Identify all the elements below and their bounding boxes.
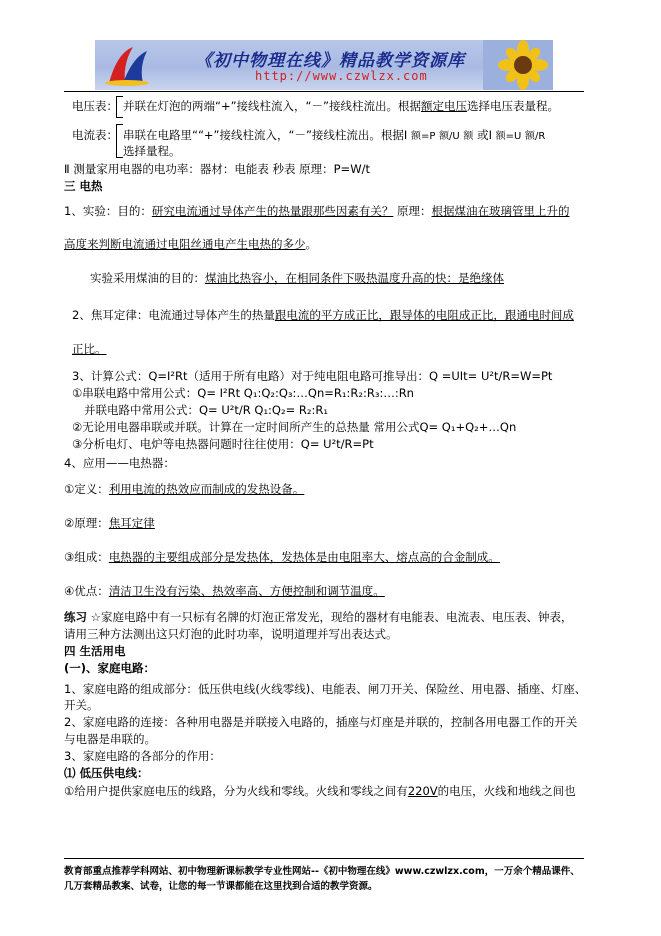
underlined-text: 正比。: [72, 342, 107, 356]
text-line: [72, 341, 107, 357]
footer-line: 教育部重点推荐学科网站、初中物理新课标教学专业性网站--《初中物理在线》www.czwlzx.com，一万余个精品课件、: [64, 866, 580, 877]
text-line: Ⅱ 测量家用电器的电功率：器材：电能表 秒表 原理：P=W/t: [64, 162, 370, 176]
text-line: 4、应用——电热器：: [64, 456, 175, 470]
text: ☆家庭电路中有一只标有名牌的灯泡正常发光，现给的器材有电能表、电流表、电压表、钟表，: [90, 610, 573, 624]
text: 串联在电路里““+”接线柱流入，“－”接线柱流出。根据I: [123, 128, 408, 142]
text-line: [123, 98, 559, 114]
label: 电流表：: [72, 128, 118, 142]
header-rule: [64, 91, 584, 92]
text-line: 并联电路中常用公式：Q= U²t/R Q₁:Q₂= R₂:R₁: [84, 403, 328, 417]
text: 或I: [477, 128, 492, 142]
text-line: 3、计算公式：Q=I²Rt（适用于所有电路）对于纯电阻电路可推导出：Q =UIt= U²t/R=W=Pt: [72, 369, 553, 383]
logo-icon: [103, 43, 151, 87]
section-heading: 三 电热: [64, 179, 103, 193]
text-line: ③分析电灯、电炉等电热器问题时往往使用：Q= U²t/R=Pt: [72, 437, 374, 451]
text: 2、焦耳定律：电流通过导体产生的热量: [72, 308, 275, 322]
brace-icon: [116, 96, 123, 118]
banner-title: 《初中物理在线》精品教学资源库: [195, 51, 465, 71]
formula: 额=U: [495, 131, 522, 142]
text-line: [64, 203, 569, 219]
underlined-text: 跟电流的平方成正比，跟导体的电阻成正比，跟通电时间成: [274, 308, 574, 322]
text-line: 选择量程。: [123, 144, 181, 158]
formula: 额=P: [410, 131, 436, 142]
sunflower-icon: [483, 40, 553, 90]
text: 实验采用煤油的目的：: [90, 271, 205, 285]
text-line: 1、家庭电路的组成部分：低压供电线(火线零线)、电能表、闸刀开关、保险丝、用电器、插座、灯座、: [64, 682, 587, 696]
header-banner: [95, 40, 553, 90]
subsection-heading: (一)、家庭电路：: [64, 661, 156, 675]
text-line: 3、家庭电路的各部分的作用：: [64, 749, 221, 763]
underlined-text: 煤油比热容小，在相同条件下吸热温度升高的快：是绝缘体: [205, 271, 504, 285]
text: 并联在灯泡的两端“+”接线柱流入，“－”接线柱流出。根据: [123, 99, 421, 113]
text-line: [72, 98, 118, 114]
section-heading: 四 生活用电: [64, 644, 126, 658]
text-line: ②无论用电器串联或并联。计算在一定时间所产生的总热量 常用公式Q= Q₁+Q₂+…Qn: [72, 420, 517, 434]
text-line: 开关。: [64, 698, 99, 712]
text: 。: [305, 237, 317, 251]
text: 原理：: [393, 204, 432, 218]
footer-line: 几万套精品教案、试卷，让您的每一节课都能在这里找到合适的教学资源。: [64, 881, 378, 892]
footer-rule: [64, 858, 584, 859]
underlined-text: 220V: [407, 784, 438, 798]
text: ③组成：: [64, 550, 109, 564]
exercise-label: 练习: [64, 610, 87, 624]
formula: 额/R: [525, 131, 546, 142]
text-line: [123, 127, 545, 145]
underlined-text: 研究电流通过导体产生的热量跟那些因素有关？: [151, 204, 394, 218]
text: ①给用户提供家庭电压的线路，分为火线和零线。火线和零线之间有: [64, 784, 408, 798]
text-line: [64, 783, 576, 799]
footer: [64, 864, 604, 894]
underlined-text: 利用电流的热效应而制成的发热设备。: [108, 482, 305, 496]
text-line: 与电器是串联的。: [64, 732, 156, 746]
text-line: [90, 270, 504, 286]
text-line: [64, 549, 500, 565]
underlined-text: 清洁卫生没有污染、热效率高、方便控制和调节温度。: [108, 584, 385, 598]
underlined-text: 根据煤油在玻璃管里上升的: [431, 204, 570, 218]
text-line: [64, 609, 572, 625]
underlined-text: 额定电压: [420, 99, 467, 113]
formula: 额/U: [439, 131, 460, 142]
text: 1、实验：目的：: [64, 204, 152, 218]
text: ②原理：: [64, 516, 109, 530]
text: 选择电压表量程。: [466, 99, 559, 113]
brace-icon: [116, 124, 123, 158]
text-line: [64, 481, 304, 497]
label: 电压表：: [72, 99, 118, 113]
text-line: [64, 236, 317, 252]
text-line: ①串联电路中常用公式：Q= I²Rt Q₁:Q₂:Q₃:…Qn=R₁:R₂:R₃:…:Rn: [72, 386, 414, 400]
text-line: 2、家庭电路的连接：各种用电器是并联接入电路的，插座与灯座是并联的，控制各用电器工作的开关: [64, 715, 578, 729]
underlined-text: 高度来判断电流通过电阻丝通电产生电热的多少: [64, 237, 306, 251]
text: ①定义：: [64, 482, 109, 496]
formula: 额: [463, 131, 474, 142]
text-line: [72, 307, 574, 323]
text-line: [72, 127, 118, 143]
text-line: 请用三种方法测出这只灯泡的此时功率，说明道理并写出表达式。: [64, 627, 398, 641]
banner-url[interactable]: http://www.czwlzx.com: [255, 69, 428, 83]
text: ④优点：: [64, 584, 109, 598]
text: 的电压，火线和地线之间也: [437, 784, 576, 798]
underlined-text: 电热器的主要组成部分是发热体，发热体是由电阻率大、熔点高的合金制成。: [108, 550, 500, 564]
text-line: [64, 583, 385, 599]
subsection-heading: ⑴ 低压供电线：: [64, 766, 149, 780]
underlined-text: 焦耳定律: [108, 516, 155, 530]
text-line: [64, 515, 155, 531]
